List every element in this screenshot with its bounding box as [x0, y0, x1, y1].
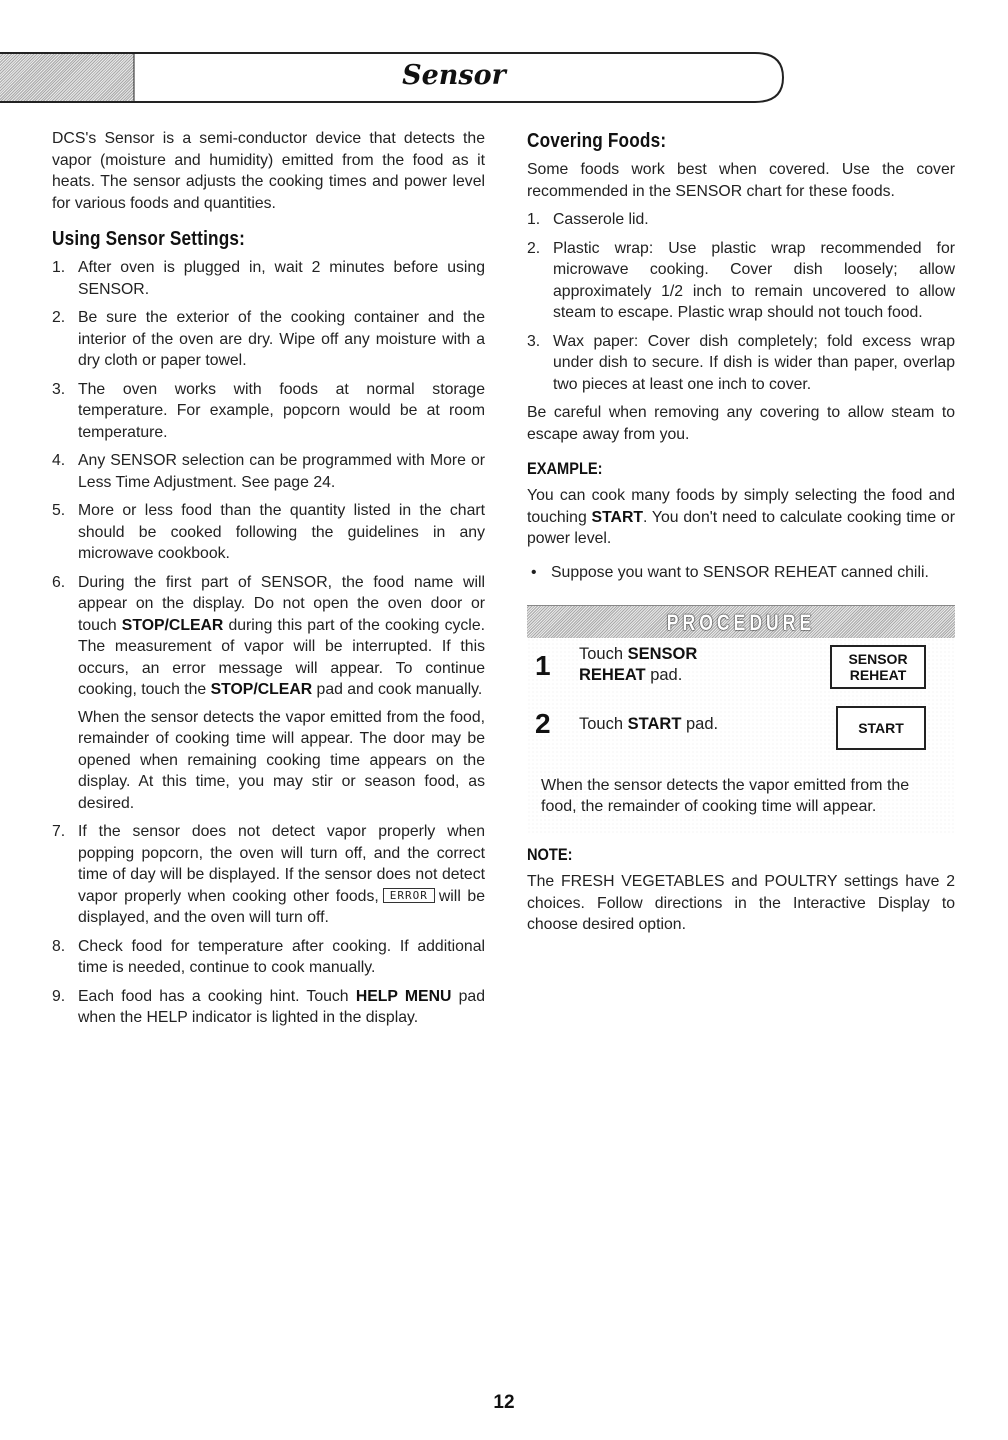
sensor-instructions-list — [52, 257, 485, 1029]
right-column — [527, 124, 955, 936]
careful-paragraph: Be careful when removing any covering to allow steam to escape away from you. — [527, 404, 955, 443]
page-title: Sensor — [402, 60, 506, 91]
sensor-reheat-key: SENSOR REHEAT — [830, 645, 926, 689]
procedure-box — [527, 605, 955, 833]
error-display-box: ERROR — [383, 888, 435, 903]
procedure-note: When the sensor detects the vapor emitted from the food, the remainder of cooking time will appear. — [541, 777, 910, 815]
note-heading: NOTE: — [527, 845, 573, 864]
example-heading: EXAMPLE: — [527, 459, 603, 478]
step-text: Touch SENSOR REHEAT pad. — [579, 645, 698, 684]
list-item: 3. Wax paper: Cover dish completely; fold excess wrap under dish to secure. If dish is wider than paper, overlap two pieces at least one inch to cover. — [527, 332, 955, 393]
example-bullet: • Suppose you want to SENSOR REHEAT canned chili. — [531, 563, 929, 581]
intro-paragraph: DCS's Sensor is a semi-conductor device that detects the vapor (moisture and humidity) emitted from the food as it heats. The sensor adjusts the cooking times and power level for various foods and quantities. — [52, 130, 485, 212]
note-paragraph: The FRESH VEGETABLES and POULTRY settings have 2 choices. Follow directions in the Interactive Display to choose desired option. — [527, 873, 955, 933]
list-item: 9. Each food has a cooking hint. Touch HELP MENU pad when the HELP indicator is lighted in the display. — [52, 987, 485, 1026]
step-number: 2 — [535, 708, 551, 739]
list-item: 1. After oven is plugged in, wait 2 minutes before using SENSOR. — [52, 259, 485, 298]
sensor-detect-paragraph: When the sensor detects the vapor emitted from the food, remainder of cooking time will appear. The door may be opened when remaining cooking time appears on the display. At this time, you may stir or season food, as desired. — [78, 708, 485, 812]
list-item: 4. Any SENSOR selection can be programmed with More or Less Time Adjustment. See page 24. — [52, 452, 485, 491]
procedure-header — [527, 605, 955, 638]
covering-foods-heading: Covering Foods: — [527, 130, 667, 152]
list-item: 7. If the sensor does not detect vapor properly when popping popcorn, the oven will turn off, and the correct time of day will be displayed. If the sensor does not detect vapor properly when cooking other foods, ERROR will be displayed, and the oven will turn off. — [52, 823, 485, 926]
step-text: Touch START pad. — [579, 715, 719, 733]
page-number: 12 — [493, 1392, 515, 1413]
list-item: 5. More or less food than the quantity listed in the chart should be cooked following the guidelines in any microwave cookbook. — [52, 502, 485, 562]
list-item: 2. Plastic wrap: Use plastic wrap recommended for microwave cooking. Cover dish loosely; allow approximately 1/2 inch to remain uncovered to allow steam to escape. Plastic wrap should not touch food. — [527, 239, 955, 321]
covering-intro: Some foods work best when covered. Use the cover recommended in the SENSOR chart for these foods. — [527, 161, 955, 200]
list-item: 2. Be sure the exterior of the cooking container and the interior of the oven are dry. Wipe off any moisture with a dry cloth or paper towel. — [52, 309, 485, 369]
list-item: 8. Check food for temperature after cooking. If additional time is needed, continue to cook manually. — [52, 937, 485, 976]
procedure-body — [527, 638, 955, 833]
list-item: 3. The oven works with foods at normal storage temperature. For example, popcorn would be at room temperature. — [52, 380, 485, 441]
covering-list — [527, 209, 955, 395]
example-paragraph: You can cook many foods by simply selecting the food and touching START. You don't need to calculate cooking time or power level. — [527, 487, 955, 547]
header-banner — [0, 52, 800, 103]
procedure-title: PROCEDURE — [666, 610, 816, 635]
list-item: 6. During the first part of SENSOR, the food name will appear on the display. Do not open the oven door or touch STOP/CLEAR during this part of the cooking cycle. The measurement of vapor will be interrupted. If this occurs, an error message will appear. To continue cooking, touch the STOP/CLEAR pad and cook manually. When the sensor detects the vapor emitted from the food, remainder of cooking time will appear. The door may be opened when remaining cooking time appears on the display. At this time, you may stir or season food, as desired. — [52, 572, 485, 815]
list-item: 1. Casserole lid. — [527, 211, 649, 228]
left-column — [52, 128, 485, 1036]
using-sensor-heading: Using Sensor Settings: — [52, 228, 246, 250]
start-key: START — [836, 706, 926, 750]
step-number: 1 — [535, 650, 551, 681]
